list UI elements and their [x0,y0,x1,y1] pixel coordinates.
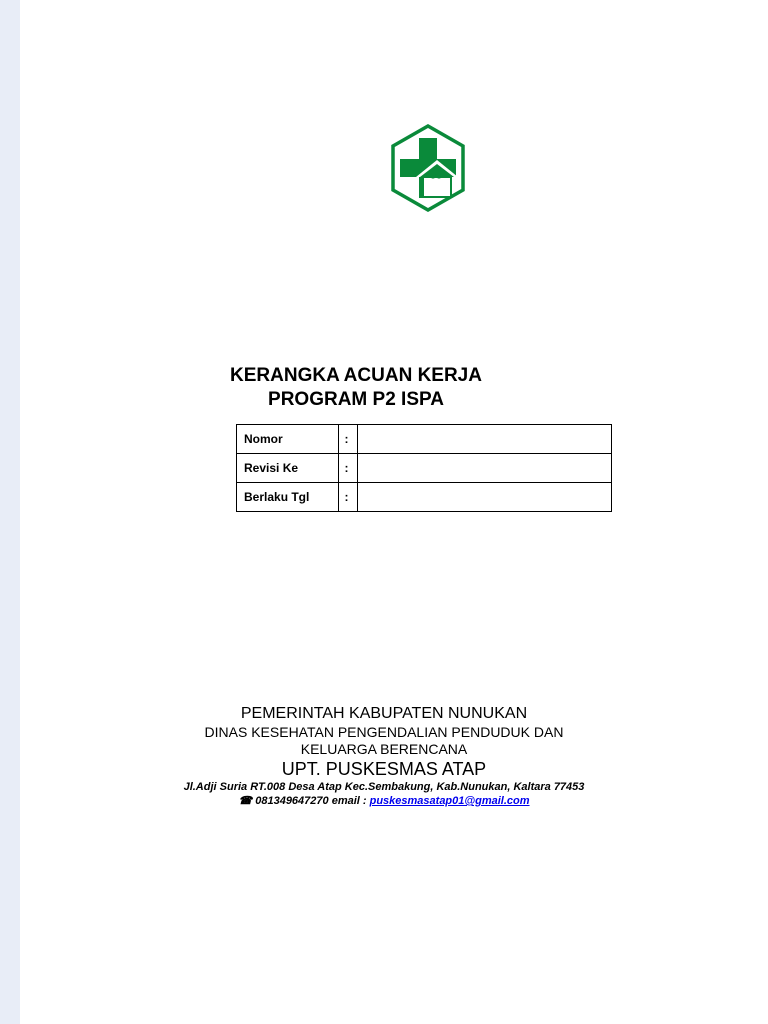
government-name: PEMERINTAH KABUPATEN NUNUKAN [240,705,528,722]
email-link[interactable]: puskesmasatap01@gmail.com [369,795,530,807]
table-row [237,454,612,483]
document-title [0,364,768,412]
upt-name: UPT. PUSKESMAS ATAP [281,759,487,779]
left-gutter [0,0,20,1024]
info-colon: : [338,483,357,512]
department-name-line-2: KELUARGA BERENCANA [300,741,468,757]
info-value [357,425,611,454]
phone-icon: ☎ [238,795,253,807]
title-line-1: KERANGKA ACUAN KERJA [230,365,482,386]
info-colon: : [338,425,357,454]
info-label: Nomor [237,425,339,454]
info-label: Revisi Ke [237,454,339,483]
info-label: Berlaku Tgl [237,483,339,512]
document-info-table [236,424,612,512]
document-footer [150,704,618,808]
info-colon: : [338,454,357,483]
info-value [357,454,611,483]
address: Jl.Adji Suria RT.008 Desa Atap Kec.Sembakung, Kab.Nunukan, Kaltara 77453 [183,781,585,793]
table-row [237,483,612,512]
title-line-2: PROGRAM P2 ISPA [268,389,444,410]
contact-line [150,794,618,808]
table-row [237,425,612,454]
puskesmas-cross-logo-icon [390,124,466,212]
phone-text: 081349647270 email : [252,795,370,807]
info-value [357,483,611,512]
department-name-line-1: DINAS KESEHATAN PENGENDALIAN PENDUDUK DAN [204,724,564,740]
